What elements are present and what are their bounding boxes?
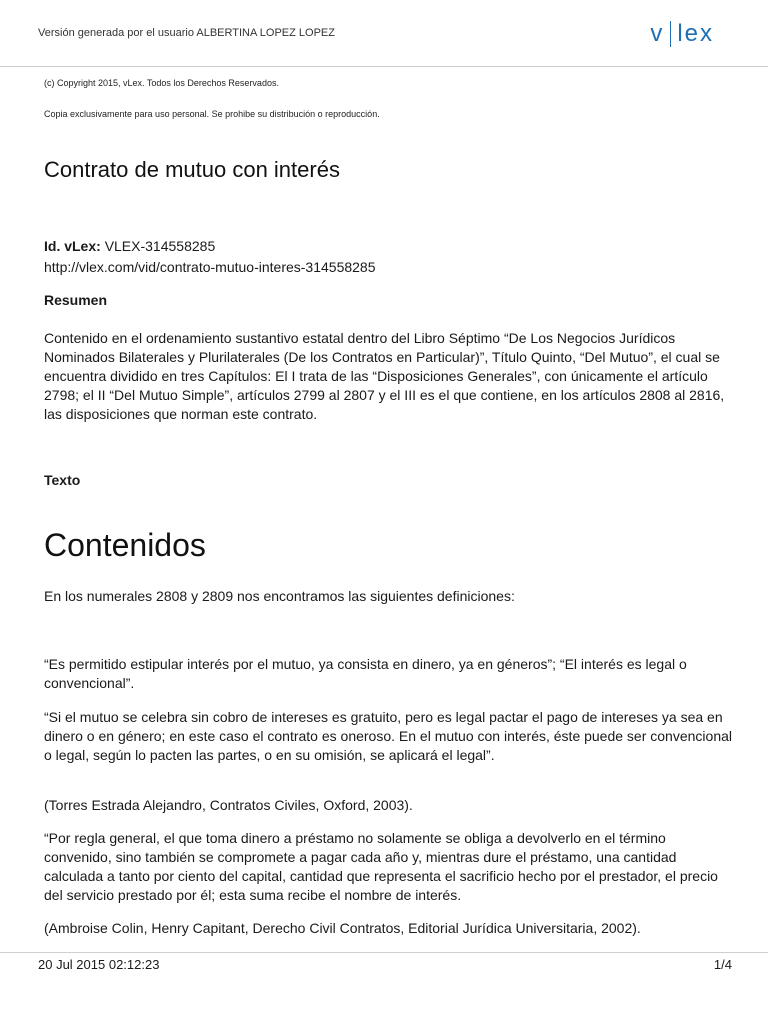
footer-divider [0, 952, 768, 953]
paragraph-quote-1: “Es permitido estipular interés por el mutuo, ya consista en dinero, ya en géneros”; “El interés es legal o convencional”. [44, 656, 687, 691]
vlex-logo[interactable] [650, 20, 714, 48]
paragraph-quote-2: “Si el mutuo se celebra sin cobro de intereses es gratuito, pero es legal pactar el pago de intereses ya sea en dinero o en género; en este caso el contrato es oneroso. En el mutuo con interés, éste puede ser convencional o legal, según lo pacten las partes, o en su omisión, se aplicará el legal”. [44, 709, 732, 763]
page-header [0, 0, 768, 67]
document-url[interactable]: http://vlex.com/vid/contrato-mutuo-interes-314558285 [44, 259, 376, 275]
paragraph-intro: En los numerales 2808 y 2809 nos encontramos las siguientes definiciones: [44, 588, 515, 604]
page-number: 1/4 [713, 957, 732, 972]
logo-lex: lex [677, 20, 714, 47]
copyright-notice: (c) Copyright 2015, vLex. Todos los Derechos Reservados. [44, 78, 279, 88]
contents-heading: Contenidos [44, 527, 206, 563]
generated-by-text: Versión generada por el usuario ALBERTINA LOPEZ LOPEZ [38, 27, 335, 39]
paragraph-citation-1: (Torres Estrada Alejandro, Contratos Civiles, Oxford, 2003). [44, 797, 413, 813]
vlex-id-label: Id. vLex: [44, 238, 101, 254]
document-title: Contrato de mutuo con interés [44, 157, 340, 182]
logo-divider [670, 21, 671, 47]
logo-v: v [650, 20, 665, 47]
paragraph-citation-2: (Ambroise Colin, Henry Capitant, Derecho Civil Contratos, Editorial Jurídica Universitaria, 2002). [44, 920, 641, 936]
text-heading: Texto [44, 472, 81, 488]
vlex-id-value: VLEX-314558285 [104, 238, 216, 254]
summary-text: Contenido en el ordenamiento sustantivo estatal dentro del Libro Séptimo “De Los Negocios Jurídicos Nominados Bilaterales y Plurilaterales (De los Contratos en Particular)”, Título Quinto, “Del Mutuo”, el cual se encuentra dividido en tres Capítulos: El I trata de las “Disposiciones Generales”, con únicamente el artículo 2798; el II “Del Mutuo Simple”, artículos 2799 al 2807 y el III es el que contiene, en los artículos 2808 al 2816, las disposiciones que norman este contrato. [44, 330, 725, 422]
footer-date: 20 Jul 2015 02:12:23 [38, 957, 160, 972]
summary-heading: Resumen [44, 292, 108, 308]
usage-notice: Copia exclusivamente para uso personal. Se prohibe su distribución o reproducción. [44, 109, 380, 119]
paragraph-quote-3: “Por regla general, el que toma dinero a préstamo no solamente se obliga a devolverlo en el término convenido, sino también se compromete a pagar cada año y, mientras dure el préstamo, una cantidad calculada a tanto por ciento del capital, cantidad que representa el sacrificio hecho por el prestador, el precio del servicio prestado por él; esta suma recibe el nombre de interés. [44, 830, 718, 903]
vlex-id [44, 238, 215, 254]
